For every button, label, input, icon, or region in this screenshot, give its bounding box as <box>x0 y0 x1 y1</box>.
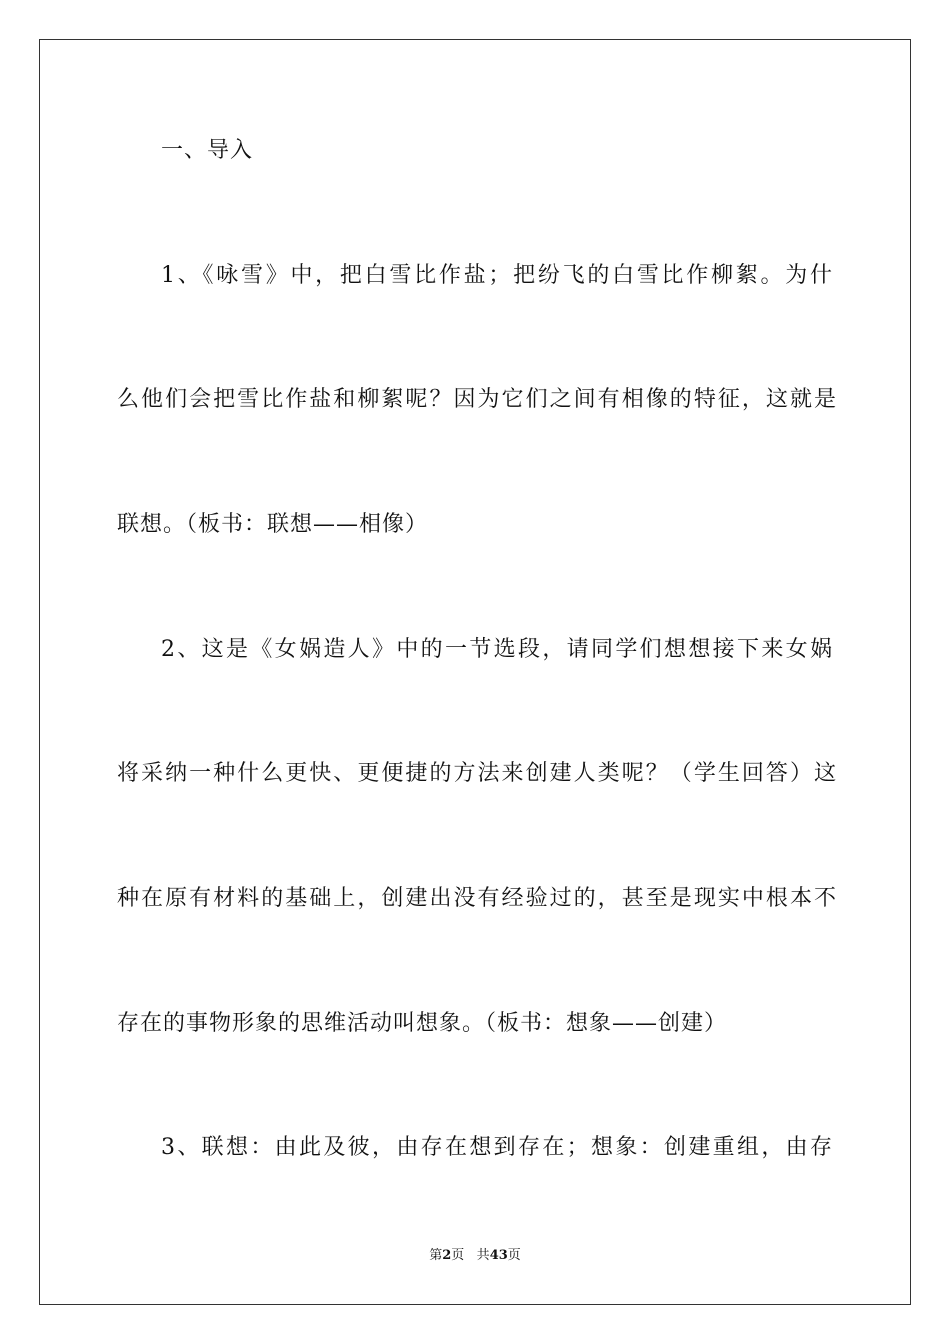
paragraph-line: 存在的事物形象的思维活动叫想象。（板书：想象——创建） <box>117 1011 728 1036</box>
page-frame <box>39 39 911 1305</box>
footer-total-suffix: 页 <box>507 1248 521 1263</box>
paragraph-line: 将采纳一种什么更快、更便捷的方法来创建人类呢？（学生回答）这 <box>117 761 837 786</box>
total-page-count: 43 <box>489 1248 508 1263</box>
paragraph-line: 联想。（板书：联想——相像） <box>117 512 429 537</box>
paragraph-line: 3、联想：由此及彼，由存在想到存在；想象：创建重组，由存 <box>161 1135 833 1160</box>
paragraph-line: 2、这是《女娲造人》中的一节选段，请同学们想想接下来女娲 <box>161 637 833 662</box>
footer-page-suffix: 页 <box>451 1248 465 1263</box>
current-page-number: 2 <box>442 1248 452 1263</box>
page-footer <box>0 1247 950 1265</box>
footer-total-prefix: 共 <box>476 1248 490 1263</box>
section-heading: 一、导入 <box>161 138 254 163</box>
paragraph-line: 么他们会把雪比作盐和柳絮呢？因为它们之间有相像的特征，这就是 <box>117 387 837 412</box>
paragraph-line: 种在原有材料的基础上，创建出没有经验过的，甚至是现实中根本不 <box>117 886 837 911</box>
footer-prefix: 第 <box>429 1248 443 1263</box>
paragraph-line: 1、《咏雪》中，把白雪比作盐；把纷飞的白雪比作柳絮。为什 <box>161 263 833 288</box>
